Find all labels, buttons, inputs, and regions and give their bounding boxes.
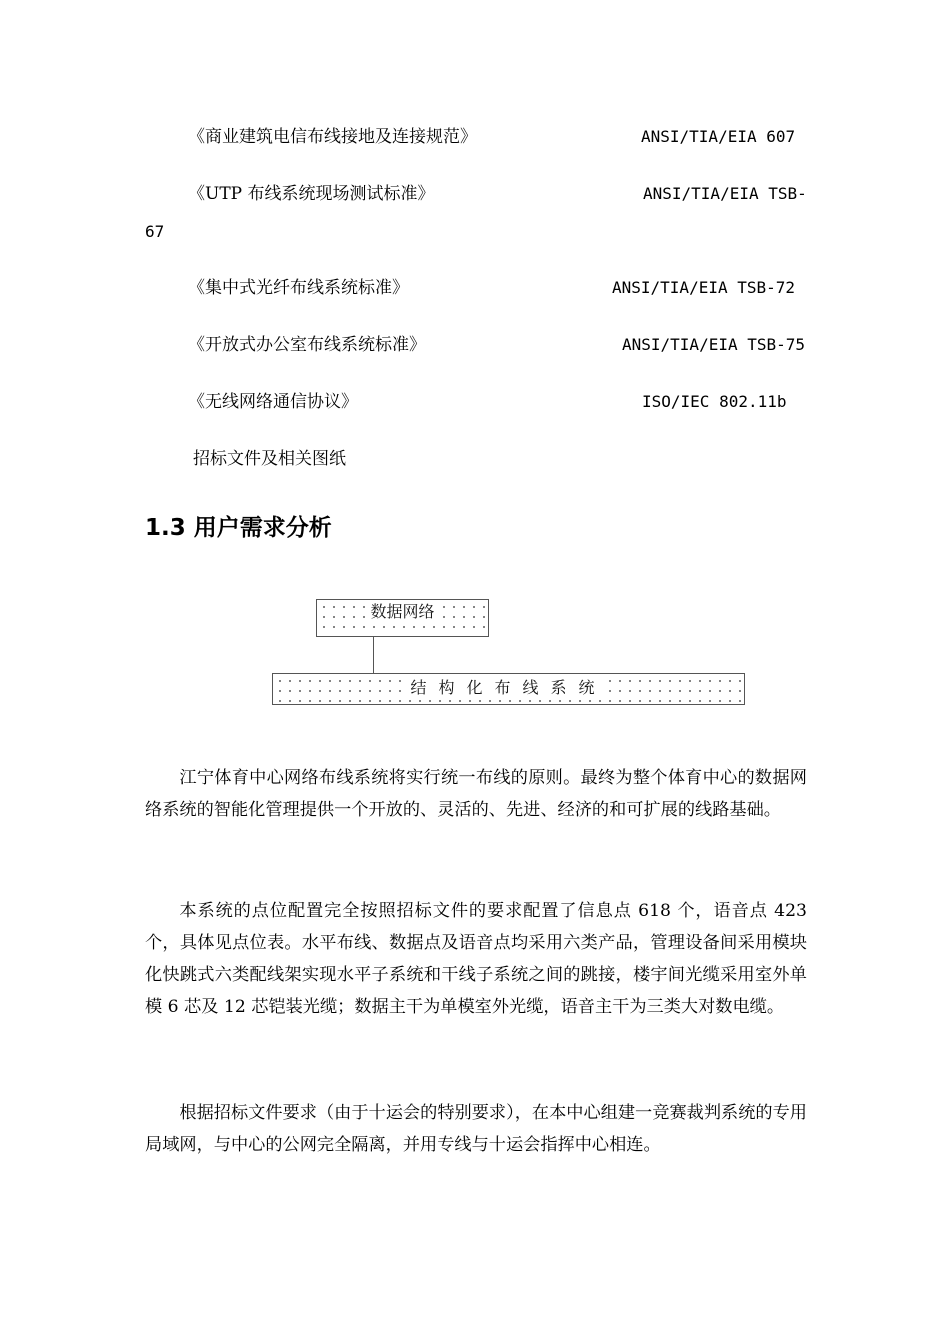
standard-row: [0, 272, 950, 304]
body-paragraph: 本系统的点位配置完全按照招标文件的要求配置了信息点 618 个，语音点 423 个，具体见点位表。水平布线、数据点及语音点均采用六类产品，管理设备间采用模块化快跳式六类配线架实现水平子系统和干线子系统之间的跳接，楼宇间光缆采用室外单模 6 芯及 12 芯铠装光缆；数据主干为单模室外光缆，语音主干为三类大对数电缆。: [145, 901, 807, 1017]
standard-row: [0, 178, 950, 210]
body-paragraph: 江宁体育中心网络布线系统将实行统一布线的原则。最终为整个体育中心的数据网络系统的智能化管理提供一个开放的、灵活的、先进、经济的和可扩展的线路基础。: [145, 768, 807, 820]
section-heading: 1.3 用户需求分析: [145, 515, 332, 541]
standard-name: 《集中式光纤布线系统标准》: [188, 278, 409, 298]
standard-code: ANSI/TIA/EIA 607: [641, 127, 796, 146]
data-network-label: 数据网络: [370, 602, 435, 621]
standard-row: [0, 329, 950, 361]
standard-code: ANSI/TIA/EIA TSB-75: [622, 335, 806, 354]
standard-code: ANSI/TIA/EIA TSB-72: [612, 278, 796, 297]
standard-name: 《开放式办公室布线系统标准》: [188, 335, 426, 355]
standard-code: ANSI/TIA/EIA TSB-: [643, 184, 807, 203]
tender-documents-line: 招标文件及相关图纸: [193, 449, 346, 469]
standard-code: ISO/IEC 802.11b: [642, 392, 787, 411]
standard-name: 《UTP 布线系统现场测试标准》: [188, 184, 435, 204]
body-paragraph: 根据招标文件要求（由于十运会的特别要求），在本中心组建一竞赛裁判系统的专用局域网，与中心的公网完全隔离，并用专线与十运会指挥中心相连。: [145, 1103, 807, 1155]
structured-cabling-box: [272, 673, 745, 705]
diagram-connector-line: [373, 637, 374, 673]
data-network-box: [316, 599, 489, 637]
standard-row: [0, 121, 950, 153]
structured-cabling-label: 结构化布线系统: [410, 678, 607, 697]
standard-name: 《商业建筑电信布线接地及连接规范》: [188, 127, 477, 147]
standard-row: [0, 386, 950, 418]
standard-name: 《无线网络通信协议》: [188, 392, 358, 412]
standard-code-wrap: 67: [145, 222, 165, 241]
